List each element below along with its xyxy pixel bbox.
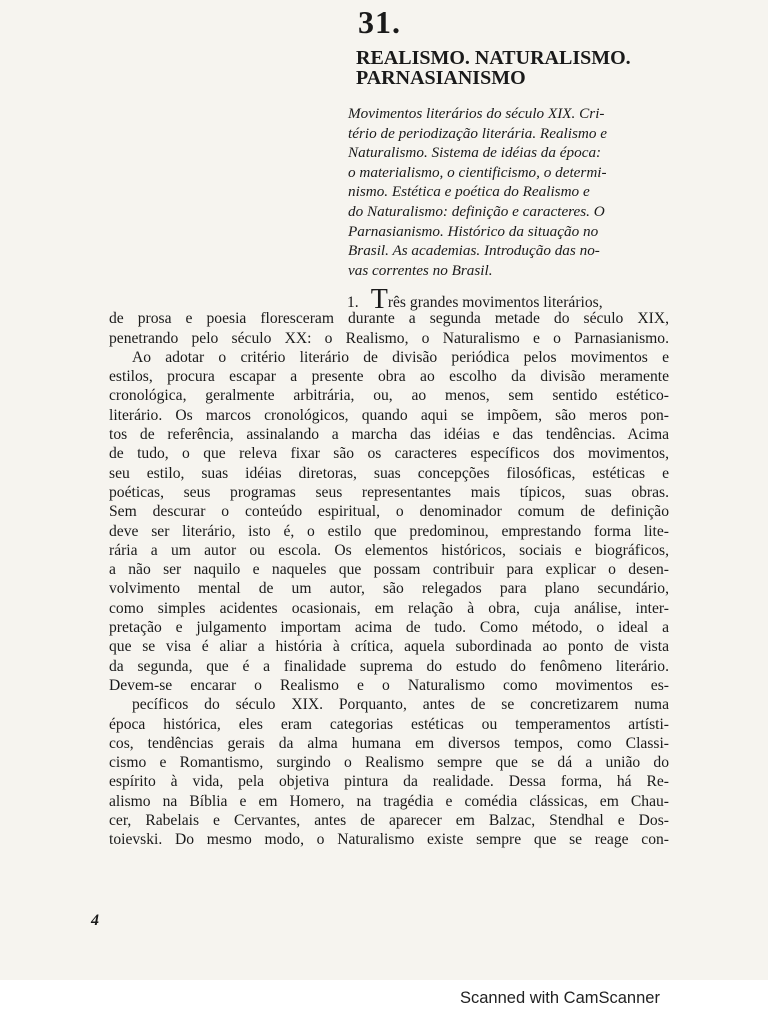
body-line: rária a um autor ou escola. Os elementos históricos, sociais e biográficos, [109,541,669,559]
body-line: tos de referência, assinalando a marcha das idéias e das tendências. Acima [109,426,669,444]
body-line: que se visa é aliar a história à crítica, aquela subordinada ao ponto de vista [109,638,669,656]
chapter-title-line: REALISMO. NATURALISMO. [356,47,631,69]
body-line: da segunda, que é a finalidade suprema do estudo do fenômeno literário. [109,657,669,675]
chapter-title [356,48,631,88]
body-line: a não ser naquilo e naqueles que possam contribuir para explicar o desen- [109,561,669,579]
summary-line: Parnasianismo. Histórico da situação no [348,222,599,240]
body-line: de prosa e poesia floresceram durante a segunda metade do século XIX, [109,310,669,328]
body-line: de tudo, o que releva fixar são os caracteres específicos dos movimentos, [109,445,669,463]
body-line: seu estilo, suas idéias diretoras, suas concepções filosóficas, estéticas e [109,464,669,482]
body-line: época histórica, eles eram categorias estéticas ou temperamentos artísti- [109,715,669,733]
body-line: volvimento mental de um autor, são relegados para plano secundário, [109,580,669,598]
chapter-title-line: PARNASIANISMO [356,67,526,89]
scanner-watermark: Scanned with CamScanner [460,989,660,1007]
body-text [109,284,669,850]
summary-line: o materialismo, o cientificismo, o determi- [348,163,607,181]
summary-line: nismo. Estética e poética do Realismo e [348,183,590,201]
body-line: cer, Rabelais e Cervantes, antes de aparecer em Balzac, Stendhal e Dos- [109,812,669,830]
body-line: pretação e julgamento importam acima de tudo. Como método, o ideal a [109,619,669,637]
body-line: estilos, procura escapar a presente obra ao escolho da divisão meramente [109,368,669,386]
summary-line: Brasil. As academias. Introdução das no- [348,242,600,260]
summary-line: Naturalismo. Sistema de idéias da época: [348,144,602,162]
body-line: Ao adotar o critério literário de divisão periódica pelos movimentos e [132,348,669,366]
body-line: penetrando pelo século XX: o Realismo, o Naturalismo e o Parnasianismo. [109,329,669,347]
body-line: poéticas, seus programas seus representantes mais típicos, suas obras. [109,483,669,501]
summary-line: tério de periodização literária. Realismo e [348,124,607,142]
body-line: como simples acidentes ocasionais, em relação à obra, cuja análise, inter- [109,599,669,617]
summary-line: Movimentos literários do século XIX. Cri- [348,105,605,122]
body-line: alismo na Bíblia e em Homero, na tragédia e comédia clássicas, em Chau- [109,792,669,810]
drop-cap: T [370,284,388,315]
summary-line: do Naturalismo: definição e caracteres. O [348,202,605,220]
body-line: literário. Os marcos cronológicos, quando aqui se impõem, são meros pon- [109,406,669,424]
body-line: cos, tendências gerais da alma humana em diversos tempos, como Classi- [109,734,669,752]
body-line: espírito à vida, pela objetiva pintura da realidade. Dessa forma, há Re- [109,773,669,791]
page-number: 4 [91,912,99,929]
body-line: toievski. Do mesmo modo, o Naturalismo existe sempre que se reage con- [109,831,669,849]
summary-line: vas correntes no Brasil. [348,261,493,279]
first-line-text: rês grandes movimentos literários, [387,294,603,311]
body-line: cismo e Romantismo, surgindo o Realismo sempre que se dá a união do [109,754,669,772]
paragraph-number: 1. [347,294,359,311]
body-line: Sem descurar o conteúdo espiritual, o denominador comum de definição [109,503,669,521]
chapter-summary [348,104,668,280]
body-line: cronológica, geralmente arbitrária, ou, ao menos, sem sentido estético- [109,387,669,405]
chapter-number: 31. [358,4,401,40]
body-line: Devem-se encarar o Realismo e o Naturalismo como movimentos es- [109,676,669,694]
body-first-line [109,284,669,315]
body-line: pecíficos do século XIX. Porquanto, antes de se concretizarem numa [132,696,669,714]
body-line: deve ser literário, isto é, o estilo que predominou, emprestando forma lite- [109,522,669,540]
